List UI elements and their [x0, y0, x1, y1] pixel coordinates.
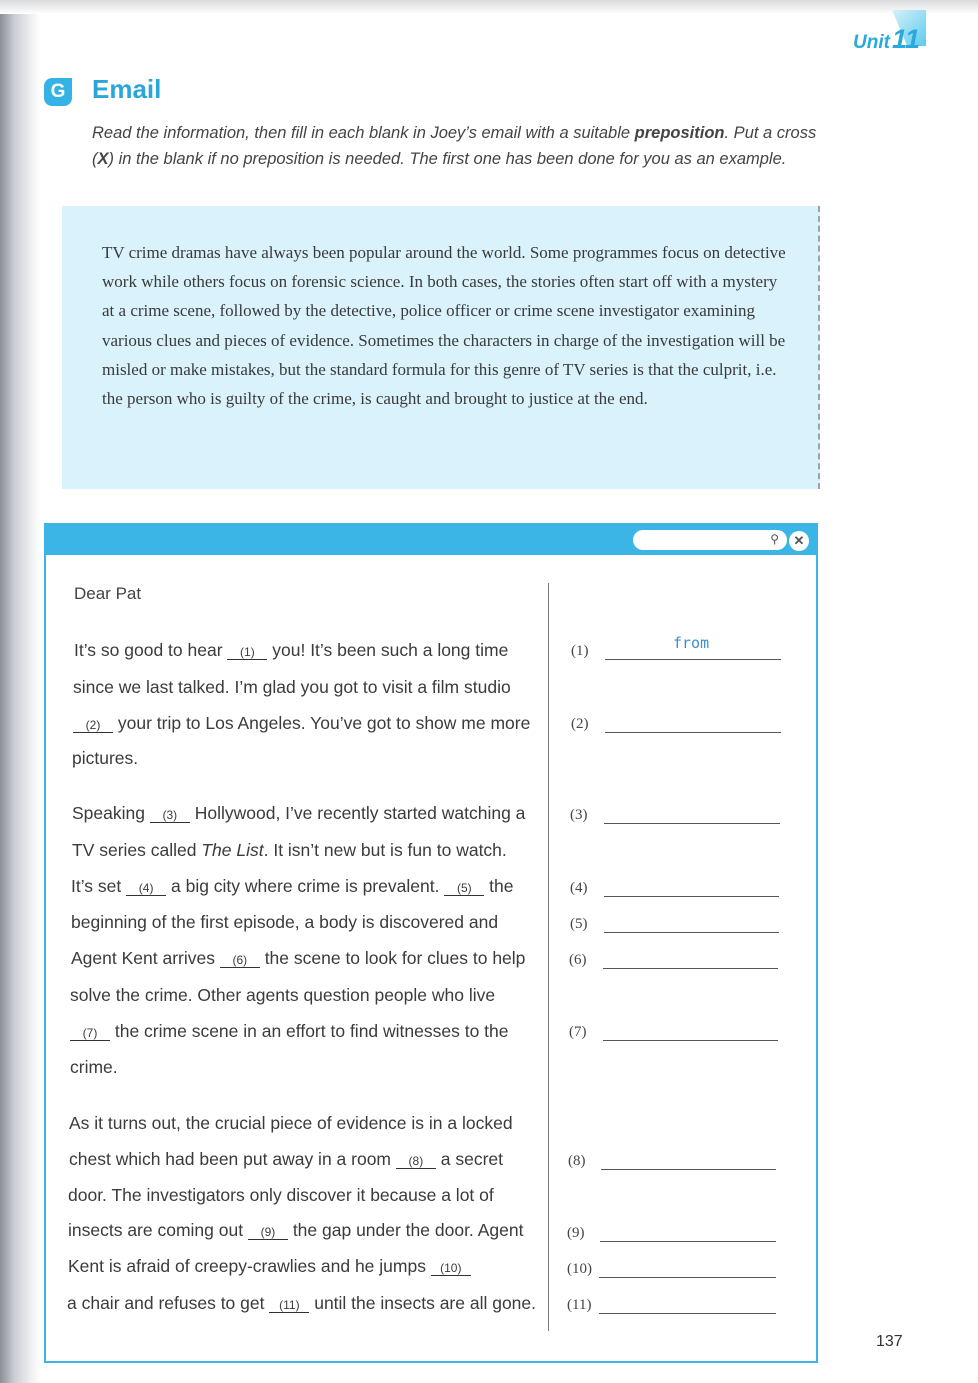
- email-blank: (1): [227, 645, 267, 660]
- answer-number: (2): [571, 716, 589, 732]
- email-line: crime.: [70, 1057, 118, 1077]
- answer-blank[interactable]: [604, 932, 779, 933]
- email-line: door. The investigators only discover it because a lot of: [68, 1185, 494, 1205]
- answer-value: from: [673, 634, 710, 652]
- email-line: insects are coming out (9) the gap under the door. Agent: [68, 1220, 524, 1240]
- unit-number: 11: [891, 24, 920, 54]
- email-blank: (11): [269, 1298, 309, 1313]
- email-line: It’s set (4) a big city where crime is prevalent. (5) the: [71, 876, 514, 896]
- answer-blank[interactable]: [599, 1313, 776, 1314]
- answer-blank[interactable]: [604, 823, 780, 824]
- email-line: (2) your trip to Los Angeles. You’ve got to show me more: [73, 713, 530, 734]
- answer-blank[interactable]: [601, 1169, 776, 1170]
- email-blank: (8): [396, 1154, 436, 1169]
- answer-blank[interactable]: [605, 659, 781, 660]
- answer-blank[interactable]: [603, 968, 778, 969]
- email-line: since we last talked. I’m glad you got to visit a film studio: [73, 677, 511, 697]
- email-line: TV series called The List. It isn’t new but is fun to watch.: [72, 840, 507, 860]
- email-blank: (2): [73, 718, 113, 733]
- answer-blank[interactable]: [600, 1241, 776, 1242]
- email-blank: (5): [444, 881, 484, 896]
- search-input[interactable]: [633, 530, 787, 550]
- answer-number: (6): [569, 952, 587, 968]
- email-line: Kent is afraid of creepy-crawlies and he jumps (10): [68, 1256, 471, 1277]
- email-line: solve the crime. Other agents question people who live: [70, 985, 496, 1005]
- email-line: Agent Kent arrives (6) the scene to look for clues to help: [71, 948, 526, 968]
- book-spine-shadow: [0, 0, 40, 1383]
- answer-blank[interactable]: [603, 1040, 778, 1041]
- email-blank: (3): [150, 808, 190, 823]
- answer-number: (9): [567, 1225, 585, 1241]
- info-text: TV crime dramas have always been popular around the world. Some programmes focus on detective work while others focus on forensic science. In both cases, the stories often start off with a mystery at a crime scene, followed by the detective, police officer or crime scene investigator examining various clues and pieces of evidence. Sometimes the characters in charge of the investigation will be misled or make mistakes, but the standard formula for this genre of TV series is that the culprit, i.e. the person who is guilty of the crime, is caught and brought to justice at the end.: [102, 243, 786, 409]
- email-line: chest which had been put away in a room (8) a secret: [69, 1149, 503, 1169]
- page-number: 137: [876, 1333, 903, 1350]
- page-top-shadow: [0, 0, 978, 14]
- answer-number: (11): [567, 1297, 592, 1313]
- email-line: (7) the crime scene in an effort to find witnesses to the: [70, 1021, 509, 1042]
- instructions: Read the information, then fill in each blank in Joey’s email with a suitable preposition. Put a cross (X) in the blank if no preposition is needed. The first one has been done for you as an example.: [92, 124, 817, 168]
- answer-number: (4): [570, 880, 588, 896]
- answer-number: (5): [570, 916, 588, 932]
- email-blank: (10): [431, 1261, 471, 1276]
- answer-blank[interactable]: [604, 896, 779, 897]
- section-title: Email: [92, 74, 162, 104]
- email-line: pictures.: [72, 748, 139, 768]
- email-blank: (9): [248, 1225, 288, 1240]
- email-line: Speaking (3) Hollywood, I’ve recently started watching a: [72, 803, 526, 823]
- answer-number: (1): [571, 643, 589, 659]
- answer-number: (8): [568, 1153, 586, 1169]
- answer-blank[interactable]: [605, 732, 781, 733]
- section-badge: G: [44, 78, 72, 106]
- email-line: As it turns out, the crucial piece of evidence is in a locked: [69, 1113, 513, 1133]
- email-line: a chair and refuses to get (11) until the insects are all gone.: [67, 1293, 537, 1313]
- email-greeting: Dear Pat: [74, 584, 142, 603]
- answer-column-divider: [548, 583, 549, 1331]
- email-blank: (6): [220, 953, 260, 968]
- email-blank: (4): [126, 881, 166, 896]
- search-icon[interactable]: ⚲: [770, 532, 779, 546]
- answer-number: (7): [569, 1024, 587, 1040]
- email-line: It’s so good to hear (1) you! It’s been such a long time: [74, 640, 509, 660]
- close-icon[interactable]: ✕: [789, 531, 809, 551]
- answer-blank[interactable]: [599, 1277, 776, 1278]
- answer-number: (3): [570, 807, 588, 823]
- unit-label: Unit11: [853, 24, 920, 54]
- answer-number: (10): [567, 1261, 592, 1277]
- email-line: beginning of the first episode, a body is discovered and: [71, 912, 499, 932]
- email-blank: (7): [70, 1026, 110, 1041]
